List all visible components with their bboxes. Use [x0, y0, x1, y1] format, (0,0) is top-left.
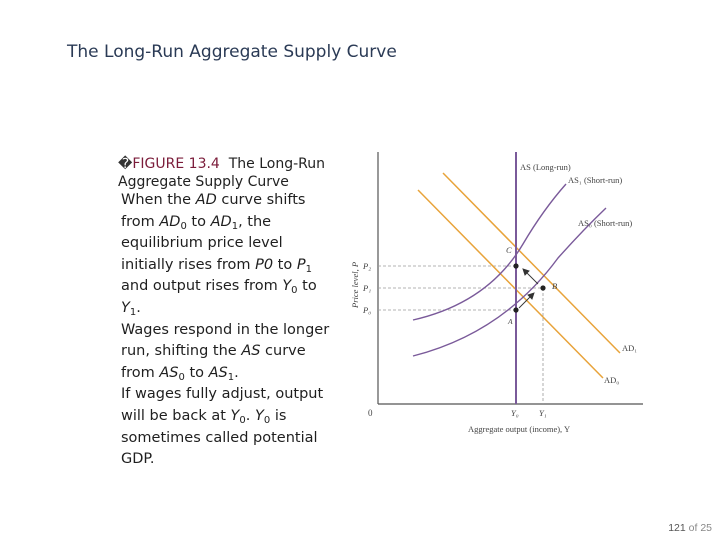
paragraph-wages: Wages respond in the longer run, shifting the AS curve from $AS_0$ to $AS_1$.: [121, 321, 330, 383]
replacement-glyph: �: [118, 156, 133, 172]
y-axis-label: Price level, P: [350, 261, 360, 308]
paragraph-potential-gdp: If wages fully adjust, output will be back at $Y_0$. $Y_0$ is sometimes called potential GDP.: [121, 386, 324, 468]
las-label: AS (Long-run): [520, 162, 571, 172]
ad0-label: AD₀: [604, 375, 620, 385]
figure-description: [121, 190, 336, 471]
figure-heading: [118, 155, 348, 191]
price-level-p1: P₁: [363, 283, 372, 293]
as1-label: AS₁ (Short-run): [568, 175, 623, 185]
ad1-curve: [443, 173, 623, 353]
point-a-label: A: [508, 317, 513, 326]
origin-label: 0: [368, 408, 373, 418]
figure-caption: The Long-Run Aggregate Supply Curve: [118, 156, 326, 190]
output-level-y1: Y₁: [539, 408, 547, 418]
ad0-curve: [418, 190, 603, 378]
point-b-dot: [540, 285, 545, 290]
las-diagram: [348, 148, 648, 448]
arrow-b-to-c: [526, 272, 538, 284]
ad1-label: AD₁: [622, 343, 638, 353]
x-axis-label: Aggregate output (income), Y: [468, 424, 571, 434]
price-level-p0: P₀: [363, 305, 372, 315]
point-c-dot: [513, 263, 518, 268]
price-level-p2: P₂: [363, 261, 372, 271]
figure-label: FIGURE 13.4: [132, 156, 220, 172]
point-c-label: C: [506, 245, 512, 255]
as0-label: AS₀ (Short-run): [578, 218, 633, 228]
slide-title: The Long-Run Aggregate Supply Curve: [67, 42, 397, 62]
point-a-dot: [513, 307, 518, 312]
page-number: 121 of 25: [668, 522, 712, 534]
output-level-y0: Y₀: [511, 408, 519, 418]
paragraph-shift: When the AD curve shifts from $AD_0$ to $AD_1$, the equilibrium price level initially rises from P0 to $P_1$ and output rises from $Y_0$ to $Y_1$.: [121, 192, 317, 318]
point-b-label: B: [552, 281, 558, 291]
